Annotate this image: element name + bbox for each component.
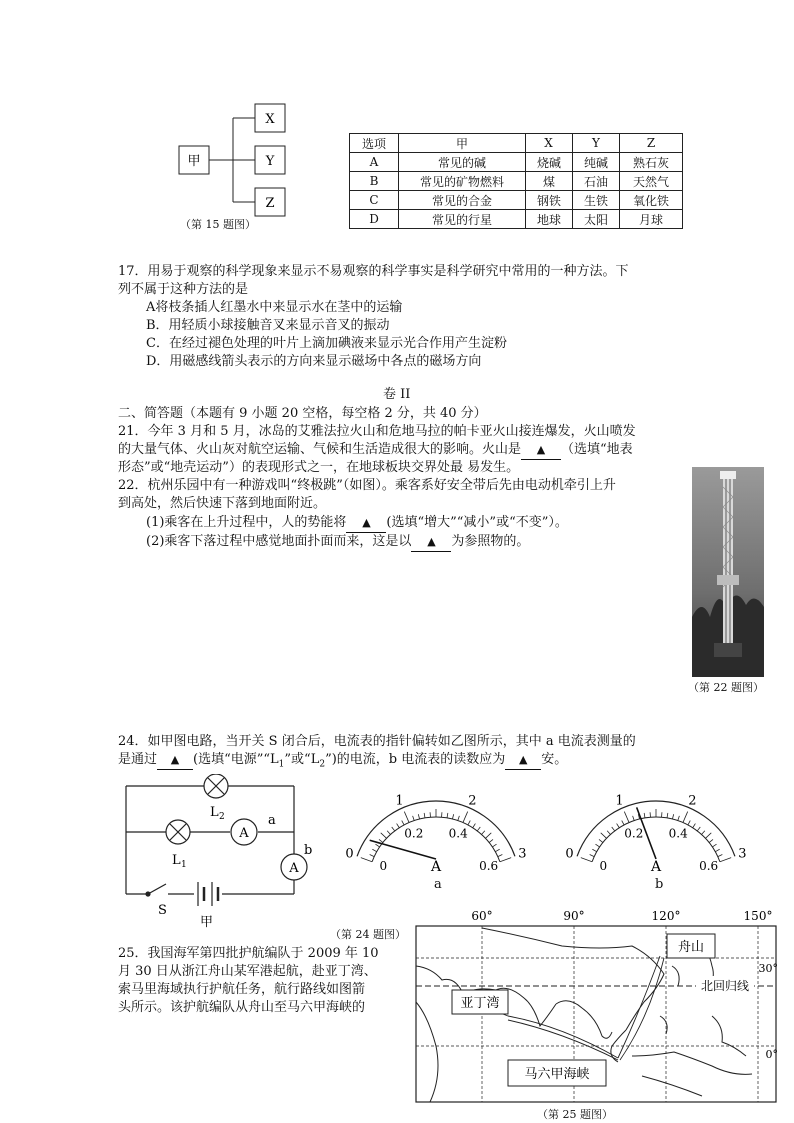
dial-inner-label: 0.4 (668, 826, 688, 841)
q24-line2-text-c: ”或“L (284, 752, 320, 767)
table-cell: 天然气 (620, 172, 683, 191)
table-row (350, 153, 683, 172)
q25-line2: 月 30 日从浙江舟山某军港起航，赴亚丁湾、 (118, 964, 377, 979)
dial-tick (633, 816, 635, 821)
dial-outer-label: 3 (518, 846, 527, 862)
q17-option-c: C．在经过褪色处理的叶片上滴加碘液来显示光合作用产生淀粉 (146, 336, 507, 351)
dial-tick (392, 827, 395, 831)
dial-tick (688, 821, 690, 825)
q17-option-a: A将枝条插人红墨水中来显示水在茎中的运输 (146, 300, 403, 315)
lamp-L1-label: L (172, 853, 181, 868)
dial-tick (404, 812, 409, 823)
table-header: Y (573, 134, 620, 153)
q24-L1-subscript: 1 (278, 759, 285, 770)
lamp-L2-label: L (210, 805, 219, 820)
q25-line3: 索马里海域执行护航任务，航行路线如图箭 (118, 982, 366, 997)
q25-caption: （第 25 题图） (537, 1108, 613, 1121)
dial-tick (387, 831, 390, 835)
q22-sub2 (146, 533, 529, 552)
dial-tick (372, 849, 376, 851)
q22-line2: 到高处，然后快速下落到地面附近。 (118, 496, 327, 511)
table-cell: 煤 (526, 172, 573, 191)
map-label-zhoushan: 舟山 (677, 940, 705, 955)
dial-outer-label: 1 (395, 793, 404, 809)
dial-tick (458, 816, 460, 821)
q15-branch-x: X (265, 112, 275, 127)
latitude-0: 0° (765, 1048, 778, 1061)
blank-marker-icon: ▲ (519, 753, 528, 766)
dial-tick (402, 821, 404, 825)
table-cell: A (350, 153, 399, 172)
dial-tick (447, 813, 448, 818)
dial-inner-label: 0.2 (404, 826, 424, 841)
dial-outer-label: 1 (615, 793, 624, 809)
dial-inner-arc (372, 817, 500, 862)
dial-tick (468, 821, 470, 825)
q24-line2-text-e: 安。 (541, 752, 568, 767)
dial-tick (617, 824, 620, 828)
dial-inner-label: 0.6 (479, 858, 499, 873)
table-cell: 太阳 (573, 210, 620, 229)
table-cell: D (350, 210, 399, 229)
dial-tick (413, 816, 415, 821)
table-header: X (526, 134, 573, 153)
q24-line2-text-d: ”)的电流，b 电流表的读数应为 (325, 752, 506, 767)
dial-tick (697, 827, 700, 831)
q17-stem-line1: 17．用易于观察的科学现象来显示不易观察的科学事实是科学研究中常用的一种方法。下 (118, 264, 629, 279)
dial-tick (644, 813, 645, 818)
q22-caption: （第 22 题图） (688, 681, 764, 694)
q24-line2-text-b: (选填“电源”“L (193, 752, 279, 767)
dial-b-marks (565, 794, 746, 875)
dial-inner-label: 0 (379, 858, 388, 873)
blank-underline (505, 751, 541, 770)
q22-sub1-text: (1)乘客在上升过程中，人的势能将 (146, 515, 347, 530)
longitude-60: 60° (471, 909, 493, 923)
dial-inner-label: 0 (599, 858, 608, 873)
table-cell: 熟石灰 (620, 153, 683, 172)
dial-unit-label: A (430, 859, 442, 875)
circuit-jia-label: 甲 (200, 915, 214, 930)
blank-underline (157, 751, 193, 770)
dial-outer-label: 2 (688, 793, 697, 809)
map-label-aden: 亚丁湾 (460, 996, 500, 1011)
q24-circuit-diagram (118, 774, 313, 932)
q25-line1: 25．我国海军第四批护航编队于 2009 年 10 (118, 946, 379, 961)
dial-tick (599, 839, 603, 842)
dial-tick (712, 844, 716, 847)
table-cell: 钢铁 (526, 191, 573, 210)
table-row (350, 210, 683, 229)
q15-caption: （第 15 题图） (180, 218, 256, 231)
q24-L2-subscript: 2 (319, 759, 326, 770)
dial-tick (612, 827, 615, 831)
dial-tick (473, 824, 476, 828)
q21-line3: 形态”或“地壳运动”）的表现形式之一，在地球板块交界处最 易发生。 (118, 460, 520, 475)
map-label-malacca: 马六甲海峡 (524, 1067, 590, 1082)
dial-tick (485, 833, 491, 838)
dial-tick (667, 813, 668, 818)
blank-marker-icon: ▲ (536, 443, 546, 456)
table-cell: 常见的碱 (399, 153, 526, 172)
dial-outer-label: 3 (738, 846, 747, 862)
table-header: 选项 (350, 134, 399, 153)
dial-tick (693, 824, 696, 828)
dial-tick (622, 821, 624, 825)
dial-tick (715, 849, 719, 851)
dial-tick (498, 855, 503, 857)
dial-tick (463, 812, 468, 823)
q21-line2-text: 的大量气体、火山灰对航空运输、气候和生活造成很大的影响。火山是 (118, 442, 522, 457)
q22-sub1 (146, 514, 568, 533)
q22-sub2-text: (2)乘客下落过程中感觉地面扑面而来，这是以 (146, 534, 412, 549)
table-row (350, 172, 683, 191)
blank-underline (411, 533, 451, 552)
tower-photo (692, 467, 764, 677)
dial-tick (375, 844, 379, 847)
dial-tick (482, 831, 485, 835)
q17-option-d: D．用磁感线箭头表示的方向来显示磁场中各点的磁场方向 (146, 354, 482, 369)
switch-label: S (158, 903, 167, 918)
dial-inner-label: 0.4 (448, 826, 468, 841)
q15-tree-diagram (175, 98, 295, 220)
q22-sub1-text-b: (选填“增大”“减小”或“不变”）。 (386, 515, 568, 530)
blank-marker-icon: ▲ (362, 516, 371, 529)
dial-tick (718, 855, 723, 857)
dial-a-marks (345, 794, 526, 875)
q15-branch-y: Y (265, 154, 275, 169)
table-cell: C (350, 191, 399, 210)
dial-tick (601, 833, 607, 838)
longitude-150: 150° (743, 909, 773, 923)
dial-tick (720, 858, 731, 862)
longitude-90: 90° (563, 909, 585, 923)
table-cell: 石油 (573, 172, 620, 191)
dial-tick (452, 814, 453, 819)
dial-inner-label: 0.2 (624, 826, 644, 841)
q24-line2-text: 是通过 (118, 752, 158, 767)
q24-line2 (118, 751, 567, 774)
dial-tick (709, 839, 713, 842)
q17-stem-line2: 列不属于这种方法的是 (118, 282, 249, 297)
q21-line2-text-b: （选填“地表 (561, 442, 633, 457)
dial-tick (672, 814, 673, 819)
table-cell: 常见的矿物燃料 (399, 172, 526, 191)
dial-unit-label: A (650, 859, 662, 875)
table-row (350, 191, 683, 210)
table-header-row (350, 134, 683, 153)
dial-tick (397, 824, 400, 828)
dial-tick (495, 849, 499, 851)
dial-tick (500, 858, 511, 862)
dial-tick (379, 839, 383, 842)
blank-marker-icon: ▲ (170, 753, 180, 766)
latitude-30: 30° (758, 962, 778, 975)
section-title: 卷 II (383, 387, 411, 402)
table-cell: 纯碱 (573, 153, 620, 172)
table-header: Z (620, 134, 683, 153)
dial-tick (592, 849, 596, 851)
q25-route-map (412, 906, 788, 1108)
blank-underline (346, 514, 386, 533)
longitude-120: 120° (651, 909, 681, 923)
q25-line4: 头所示。该护航编队从舟山至马六甲海峡的 (118, 1000, 366, 1015)
lamp-L2-subscript: 2 (219, 812, 225, 822)
table-cell: 常见的合金 (399, 191, 526, 210)
dial-inner-label: 0.6 (699, 858, 719, 873)
table-header: 甲 (399, 134, 526, 153)
dial-tick (370, 855, 375, 857)
dial-tick (361, 858, 372, 862)
table-cell: 地球 (526, 210, 573, 229)
dial-tick (624, 812, 629, 823)
dial-tick (683, 812, 688, 823)
table-cell: 月球 (620, 210, 683, 229)
q24-caption: （第 24 题图） (330, 928, 406, 941)
q17-option-b: B．用轻质小球接触音叉来显示音叉的振动 (146, 318, 390, 333)
map-label-tropic: 北回归线 (700, 979, 750, 993)
ammeter-b-label: b (304, 843, 313, 858)
dial-tick (595, 844, 599, 847)
table-cell: 烧碱 (526, 153, 573, 172)
table-cell: 氧化铁 (620, 191, 683, 210)
dial-tick (489, 839, 493, 842)
dial-outer-label: 2 (468, 793, 477, 809)
q21-line1: 21．今年 3 月和 5 月，冰岛的艾雅法拉火山和危地马拉的帕卡亚火山接连爆发，火山喷发 (118, 424, 636, 439)
q21-line2 (118, 441, 633, 460)
dial-tick (705, 833, 711, 838)
dial-tick (678, 816, 680, 821)
dial-outer-label: 0 (565, 846, 574, 862)
table-cell: 生铁 (573, 191, 620, 210)
blank-marker-icon: ▲ (427, 535, 436, 548)
q15-root-label: 甲 (187, 154, 201, 169)
ammeter-b-symbol: A (289, 861, 299, 876)
lamp-L1-subscript: 1 (181, 860, 187, 870)
dial-a-caption: a (434, 877, 442, 892)
blank-underline (521, 441, 561, 460)
dial-tick (477, 827, 480, 831)
q15-table (349, 133, 683, 229)
dial-tick (381, 833, 387, 838)
dial-b-caption: b (655, 877, 664, 892)
dial-inner-arc (592, 817, 720, 862)
dial-tick (418, 814, 419, 819)
dial-tick (581, 858, 592, 862)
section-heading: 二、简答题（本题有 9 小题 20 空格，每空格 2 分，共 40 分） (118, 406, 487, 421)
q22-line1: 22．杭州乐园中有一种游戏叫“终极跳”（如图）。乘客系好安全带后先由电动机牵引上升 (118, 478, 616, 493)
q15-branch-z: Z (265, 196, 275, 211)
dial-tick (607, 831, 610, 835)
dial-tick (702, 831, 705, 835)
ammeter-a-symbol: A (239, 826, 249, 841)
dial-tick (424, 813, 425, 818)
dial-tick (590, 855, 595, 857)
table-cell: 常见的行星 (399, 210, 526, 229)
q24-line1: 24．如甲图电路，当开关 S 闭合后，电流表的指针偏转如乙图所示，其中 a 电流表测量的 (118, 734, 636, 749)
table-cell: B (350, 172, 399, 191)
dial-outer-label: 0 (345, 846, 354, 862)
q22-sub2-text-b: 为参照物的。 (451, 534, 530, 549)
dial-needle (370, 840, 436, 859)
dial-tick (492, 844, 496, 847)
ammeter-a-label: a (268, 813, 276, 828)
